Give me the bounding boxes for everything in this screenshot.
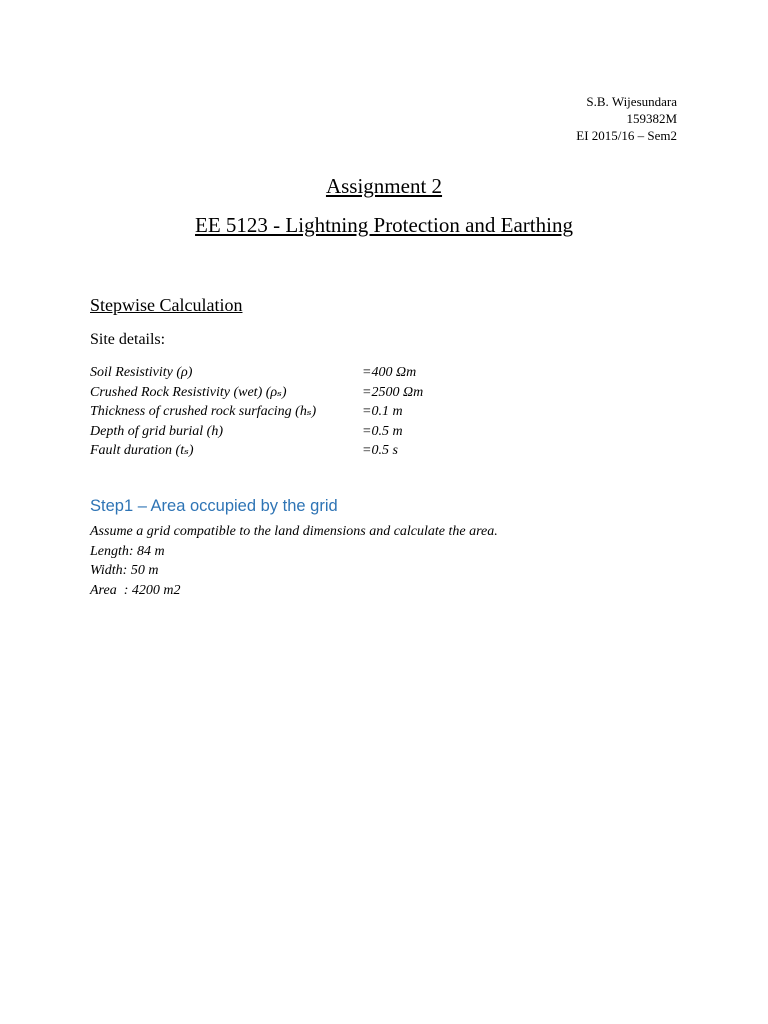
param-row — [90, 441, 540, 461]
course-title: EE 5123 - Lightning Protection and Earthing — [195, 213, 573, 237]
param-name: Soil Resistivity (ρ) — [90, 365, 193, 380]
step1-heading: Step1 – Area occupied by the grid — [90, 497, 338, 515]
param-value: =0.1 m — [362, 404, 403, 419]
param-row — [90, 422, 540, 442]
step1-body — [90, 522, 498, 600]
param-row — [90, 383, 540, 403]
author-name: S.B. Wijesundara — [586, 94, 677, 109]
param-name: Crushed Rock Resistivity (wet) (ρₛ) — [90, 384, 287, 400]
section-heading: Stepwise Calculation — [90, 295, 243, 315]
param-name: Thickness of crushed rock surfacing (hₛ) — [90, 404, 317, 419]
student-id: 159382M — [626, 111, 677, 126]
param-value: =0.5 s — [362, 443, 398, 458]
course-term: EI 2015/16 – Sem2 — [576, 128, 677, 143]
author-block — [576, 93, 677, 144]
step1-line: Width: 50 m — [90, 563, 159, 578]
step1-line: Length: 84 m — [90, 543, 165, 559]
param-row — [90, 363, 540, 383]
site-details-label: Site details: — [90, 331, 166, 348]
site-parameters — [90, 363, 540, 461]
step1-line: Area : 4200 m2 — [90, 582, 181, 598]
param-name: Fault duration (tₛ) — [90, 443, 194, 458]
param-name: Depth of grid burial (h) — [90, 423, 223, 439]
param-value: =0.5 m — [362, 423, 403, 439]
param-value: =2500 Ωm — [362, 384, 424, 400]
step1-line: Assume a grid compatible to the land dimensions and calculate the area. — [90, 524, 498, 539]
param-row — [90, 402, 540, 422]
assignment-title: Assignment 2 — [325, 174, 443, 198]
param-value: =400 Ωm — [362, 365, 417, 380]
